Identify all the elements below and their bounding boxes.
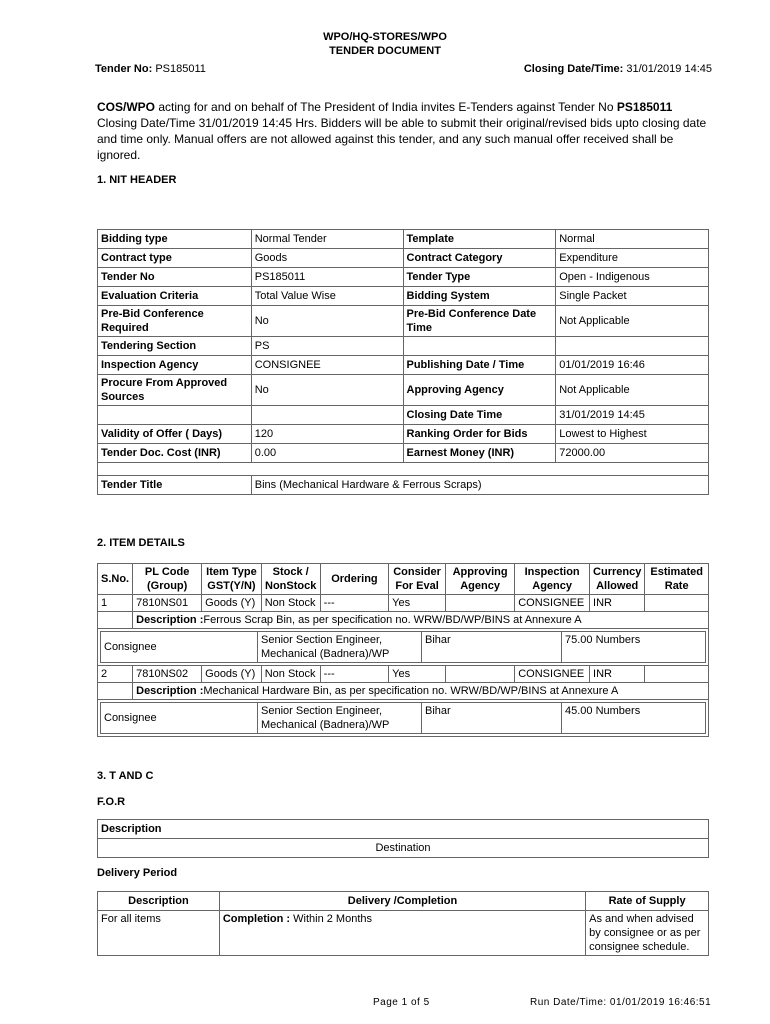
nit-row xyxy=(98,375,709,406)
consignee-quantity: 75.00 Numbers xyxy=(565,634,641,646)
items-col-header: S.No. xyxy=(98,564,133,595)
delivery-completion xyxy=(219,911,585,956)
nit-value xyxy=(251,406,403,425)
nit-value: No xyxy=(251,306,403,337)
footer-run-datetime: Run Date/Time: 01/01/2019 16:46:51 xyxy=(530,997,712,1008)
nit-title-row xyxy=(98,476,709,495)
item-consider: Yes xyxy=(389,666,446,683)
nit-value: No xyxy=(251,375,403,406)
consignee-state: Bihar xyxy=(422,703,562,733)
item-description xyxy=(133,683,709,700)
nit-row xyxy=(98,356,709,375)
items-col-header: Inspection Agency xyxy=(515,564,590,595)
items-heading: 2. ITEM DETAILS xyxy=(97,537,185,549)
intro-paragraph xyxy=(97,99,712,163)
item-details-table xyxy=(97,563,709,737)
item-approving xyxy=(445,595,514,612)
tender-no-value: PS185011 xyxy=(155,63,206,75)
item-row xyxy=(98,595,709,612)
nit-value: Not Applicable xyxy=(556,375,709,406)
nit-value: 01/01/2019 16:46 xyxy=(556,356,709,375)
consignee-state: Bihar xyxy=(422,632,562,662)
items-col-header: Stock / NonStock xyxy=(261,564,320,595)
item-pl: 7810NS02 xyxy=(133,666,202,683)
consignee-name: Senior Section Engineer, Mechanical (Badnera)/WP xyxy=(258,632,422,662)
nit-row xyxy=(98,337,709,356)
nit-key xyxy=(98,406,252,425)
consignee-cell xyxy=(98,629,709,666)
nit-value: 0.00 xyxy=(251,444,403,463)
nit-value: Normal xyxy=(556,230,709,249)
item-description xyxy=(133,612,709,629)
items-col-header: Ordering xyxy=(320,564,389,595)
nit-value: 72000.00 xyxy=(556,444,709,463)
item-description-text: Ferrous Scrap Bin, as per specification no. WRW/BD/WP/BINS at Annexure A xyxy=(203,614,582,626)
item-type: Goods (Y) xyxy=(202,595,262,612)
consignee-quantity: 45.00 Numbers xyxy=(565,705,641,717)
nit-key: Bidding type xyxy=(98,230,252,249)
nit-header-table xyxy=(97,229,709,495)
item-currency: INR xyxy=(590,666,645,683)
item-approving xyxy=(445,666,514,683)
nit-value: PS185011 xyxy=(251,268,403,287)
nit-value: 120 xyxy=(251,425,403,444)
item-consider: Yes xyxy=(389,595,446,612)
item-description-row xyxy=(98,683,709,700)
header-line-1: WPO/HQ-STORES/WPO xyxy=(323,31,447,43)
nit-key: Contract type xyxy=(98,249,252,268)
delivery-rate: As and when advised by consignee or as per consignee schedule. xyxy=(586,911,709,956)
nit-key: Template xyxy=(403,230,556,249)
nit-key: Pre-Bid Conference Required xyxy=(98,306,252,337)
for-desc-label: Description xyxy=(98,820,709,839)
tender-title-value: Bins (Mechanical Hardware & Ferrous Scraps) xyxy=(251,476,708,495)
item-rate xyxy=(645,595,709,612)
intro-org: COS/WPO xyxy=(97,100,156,114)
nit-key: Tender Doc. Cost (INR) xyxy=(98,444,252,463)
nit-key: Evaluation Criteria xyxy=(98,287,252,306)
item-description-label: Description : xyxy=(136,614,204,626)
delivery-col-completion: Delivery /Completion xyxy=(219,892,585,911)
intro-text-1: acting for and on behalf of The President of India invites E-Tenders against Tender No xyxy=(155,100,617,114)
item-ordering: --- xyxy=(320,595,389,612)
nit-row xyxy=(98,249,709,268)
delivery-col-desc: Description xyxy=(98,892,220,911)
consignee-cell xyxy=(98,700,709,737)
nit-value: Single Packet xyxy=(556,287,709,306)
tc-heading: 3. T AND C xyxy=(97,770,154,782)
consignee-label: Consignee xyxy=(101,632,258,662)
nit-key xyxy=(403,337,556,356)
item-sno: 2 xyxy=(98,666,133,683)
nit-key: Earnest Money (INR) xyxy=(403,444,556,463)
nit-value: Goods xyxy=(251,249,403,268)
nit-value: Not Applicable xyxy=(556,306,709,337)
nit-row xyxy=(98,444,709,463)
footer-page: Page 1 of 5 xyxy=(373,997,430,1008)
closing-datetime xyxy=(524,63,712,75)
for-value: Destination xyxy=(98,839,709,858)
nit-key: Bidding System xyxy=(403,287,556,306)
item-ordering: --- xyxy=(320,666,389,683)
nit-key: Pre-Bid Conference Date Time xyxy=(403,306,556,337)
nit-key: Publishing Date / Time xyxy=(403,356,556,375)
consignee-row xyxy=(98,700,709,737)
items-col-header: PL Code (Group) xyxy=(133,564,202,595)
nit-key: Approving Agency xyxy=(403,375,556,406)
nit-value: PS xyxy=(251,337,403,356)
nit-row xyxy=(98,230,709,249)
for-heading: F.O.R xyxy=(97,796,126,808)
item-description-row xyxy=(98,612,709,629)
nit-key: Tendering Section xyxy=(98,337,252,356)
consignee-box xyxy=(100,631,706,663)
item-stock: Non Stock xyxy=(261,666,320,683)
nit-value: CONSIGNEE xyxy=(251,356,403,375)
closing-label: Closing Date/Time: xyxy=(523,63,624,75)
items-col-header: Consider For Eval xyxy=(389,564,446,595)
consignee-label: Consignee xyxy=(101,703,258,733)
item-type: Goods (Y) xyxy=(202,666,262,683)
nit-value: Expenditure xyxy=(556,249,709,268)
intro-text-2: Closing Date/Time 31/01/2019 14:45 Hrs. Bidders will be able to submit their original/revised bids upto closing date and time only. Manual offers are not allowed against this tender, and any such manual offer received shall be ignored. xyxy=(97,116,707,162)
items-col-header: Approving Agency xyxy=(445,564,514,595)
consignee-row xyxy=(98,629,709,666)
item-currency: INR xyxy=(590,595,645,612)
item-inspection: CONSIGNEE xyxy=(515,666,590,683)
nit-value: Total Value Wise xyxy=(251,287,403,306)
nit-key: Tender No xyxy=(98,268,252,287)
nit-key: Validity of Offer ( Days) xyxy=(98,425,252,444)
nit-key: Tender Type xyxy=(403,268,556,287)
nit-key: Contract Category xyxy=(403,249,556,268)
nit-heading: 1. NIT HEADER xyxy=(97,174,177,186)
delivery-col-rate: Rate of Supply xyxy=(586,892,709,911)
header-line-2: TENDER DOCUMENT xyxy=(329,45,441,57)
item-description-spacer xyxy=(98,612,133,629)
nit-row xyxy=(98,287,709,306)
nit-value: Lowest to Highest xyxy=(556,425,709,444)
nit-row xyxy=(98,406,709,425)
nit-value: 31/01/2019 14:45 xyxy=(556,406,709,425)
nit-spacer-cell xyxy=(98,463,709,476)
nit-key: Closing Date Time xyxy=(403,406,556,425)
tender-no-label: Tender No: xyxy=(95,63,153,75)
tender-no xyxy=(95,63,206,75)
nit-key: Inspection Agency xyxy=(98,356,252,375)
nit-row xyxy=(98,306,709,337)
item-inspection: CONSIGNEE xyxy=(515,595,590,612)
delivery-table xyxy=(97,891,709,956)
delivery-desc: For all items xyxy=(98,911,220,956)
nit-value: Normal Tender xyxy=(251,230,403,249)
nit-row xyxy=(98,268,709,287)
for-table xyxy=(97,819,709,858)
closing-value: 31/01/2019 14:45 xyxy=(626,63,712,75)
consignee-box xyxy=(100,702,706,734)
nit-value xyxy=(556,337,709,356)
tender-title-label: Tender Title xyxy=(98,476,252,495)
item-stock: Non Stock xyxy=(261,595,320,612)
intro-tender: PS185011 xyxy=(616,100,673,114)
consignee-name: Senior Section Engineer, Mechanical (Badnera)/WP xyxy=(258,703,422,733)
item-rate xyxy=(645,666,709,683)
delivery-completion-label: Completion : xyxy=(222,913,291,925)
items-col-header: Estimated Rate xyxy=(645,564,709,595)
items-col-header: Item Type GST(Y/N) xyxy=(202,564,262,595)
nit-spacer-row xyxy=(98,463,709,476)
nit-key: Ranking Order for Bids xyxy=(403,425,556,444)
item-sno: 1 xyxy=(98,595,133,612)
item-pl: 7810NS01 xyxy=(133,595,202,612)
items-col-header: Currency Allowed xyxy=(590,564,645,595)
item-description-label: Description : xyxy=(136,685,204,697)
item-description-text: Mechanical Hardware Bin, as per specification no. WRW/BD/WP/BINS at Annexure A xyxy=(203,685,619,697)
nit-key: Procure From Approved Sources xyxy=(98,375,252,406)
delivery-heading: Delivery Period xyxy=(97,867,178,879)
delivery-completion-value: Within 2 Months xyxy=(290,913,372,925)
nit-row xyxy=(98,425,709,444)
nit-value: Open - Indigenous xyxy=(556,268,709,287)
item-row xyxy=(98,666,709,683)
item-description-spacer xyxy=(98,683,133,700)
